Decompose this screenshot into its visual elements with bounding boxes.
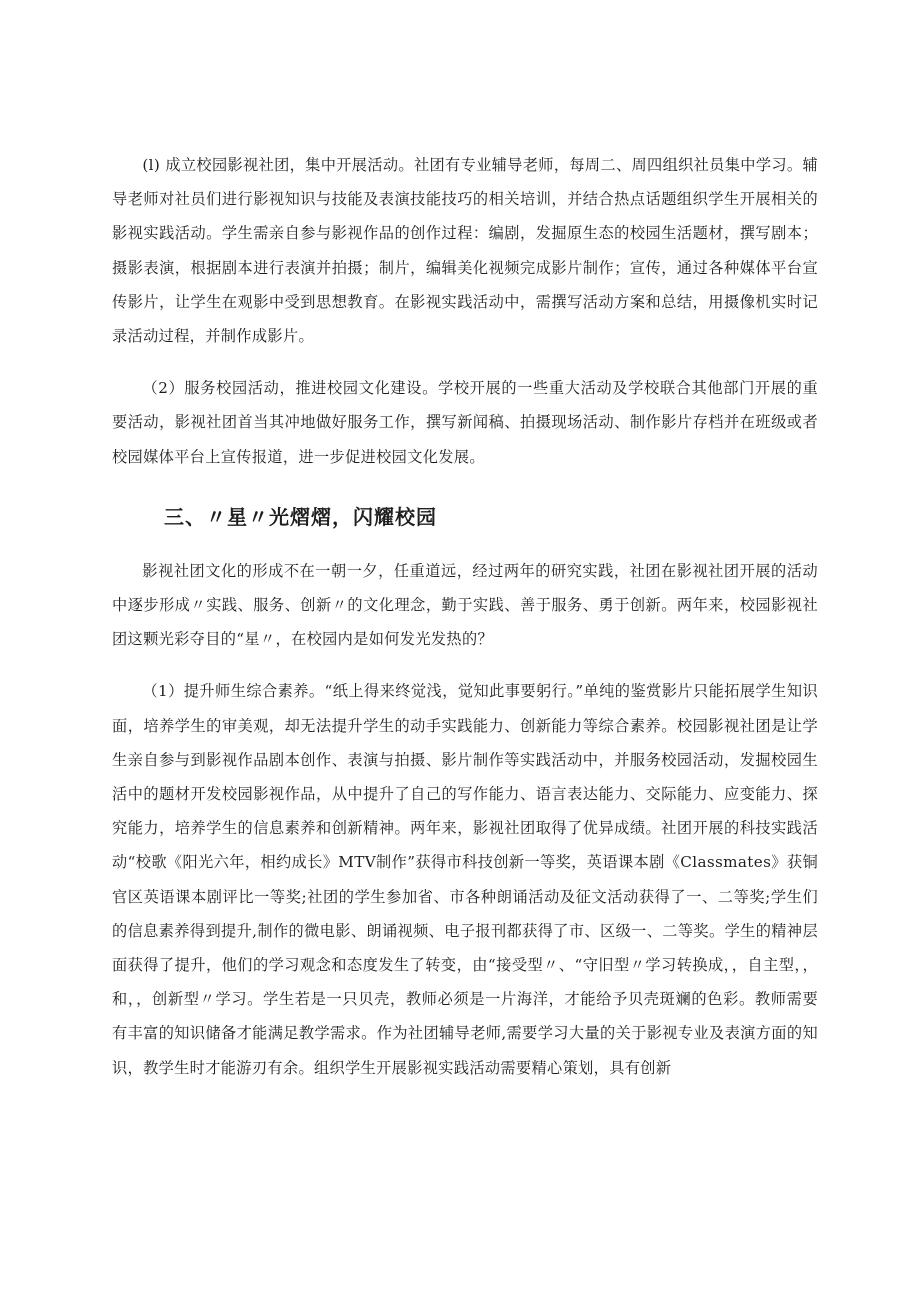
document-page (112, 148, 818, 1085)
paragraph-club-founding: (l) 成立校园影视社团，集中开展活动。社团有专业辅导老师，每周二、周四组织社员集中学习。辅导老师对社员们进行影视知识与技能及表演技能技巧的相关培训，并结合热点话题组织学生开展相关的影视实践活动。学生需亲自参与影视作品的创作过程：编剧，发掘原生态的校园生活题材，撰写剧本；摄影表演，根据剧本进行表演并拍摄；制片，编辑美化视频完成影片制作；宣传，通过各种媒体平台宣传影片，让学生在观影中受到思想教育。在影视实践活动中，需撰写活动方案和总结，用摄像机实时记录活动过程，并制作成影片。 (112, 156, 818, 346)
section-heading: 三、〃星〃光熠熠，闪耀校园 (164, 504, 437, 529)
paragraph-literacy-improvement: （1）提升师生综合素养。“纸上得来终觉浅，觉知此事要躬行。”单纯的鉴赏影片只能拓展学生知识面，培养学生的审美观，却无法提升学生的动手实践能力、创新能力等综合素养。校园影视社团是让学生亲自参与到影视作品剧本创作、表演与拍摄、影片制作等实践活动中，并服务校园活动，发掘校园生活中的题材开发校园影视作品，从中提升了自己的写作能力、语言表达能力、交际能力、应变能力、探究能力，培养学生的信息素养和创新精神。两年来，影视社团取得了优异成绩。社团开展的科技实践活动“校歌《阳光六年，相约成长》MTV制作”获得市科技创新一等奖，英语课本剧《Classmates》获铜官区英语课本剧评比一等奖;社团的学生参加省、市各种朗诵活动及征文活动获得了一、二等奖;学生们的信息素养得到提升,制作的微电影、朗诵视频、电子报刊都获得了市、区级一、二等奖。学生的精神层面获得了提升，他们的学习观念和态度发生了转变，由“接受型〃、“守旧型〃学习转换成，，自主型，，和，，创新型〃学习。学生若是一只贝壳，教师必须是一片海洋，才能给予贝壳斑斓的色彩。教师需要有丰富的知识储备才能满足教学需求。作为社团辅导老师,需要学习大量的关于影视专业及表演方面的知识，教学生时才能游刃有余。组织学生开展影视实践活动需要精心策划，具有创新 (112, 682, 818, 1077)
paragraph-campus-service: （2）服务校园活动，推进校园文化建设。学校开展的一些重大活动及学校联合其他部门开展的重要活动，影视社团首当其冲地做好服务工作，撰写新闻稿、拍摄现场活动、制作影片存档并在班级或者校园媒体平台上宣传报道，进一步促进校园文化发展。 (112, 379, 818, 466)
paragraph-club-culture: 影视社团文化的形成不在一朝一夕，任重道远，经过两年的研究实践，社团在影视社团开展的活动中逐步形成〃实践、服务、创新〃的文化理念，勤于实践、善于服务、勇于创新。两年来，校园影视社团这颗光彩夺目的“星〃，在校园内是如何发光发热的？ (112, 561, 818, 649)
